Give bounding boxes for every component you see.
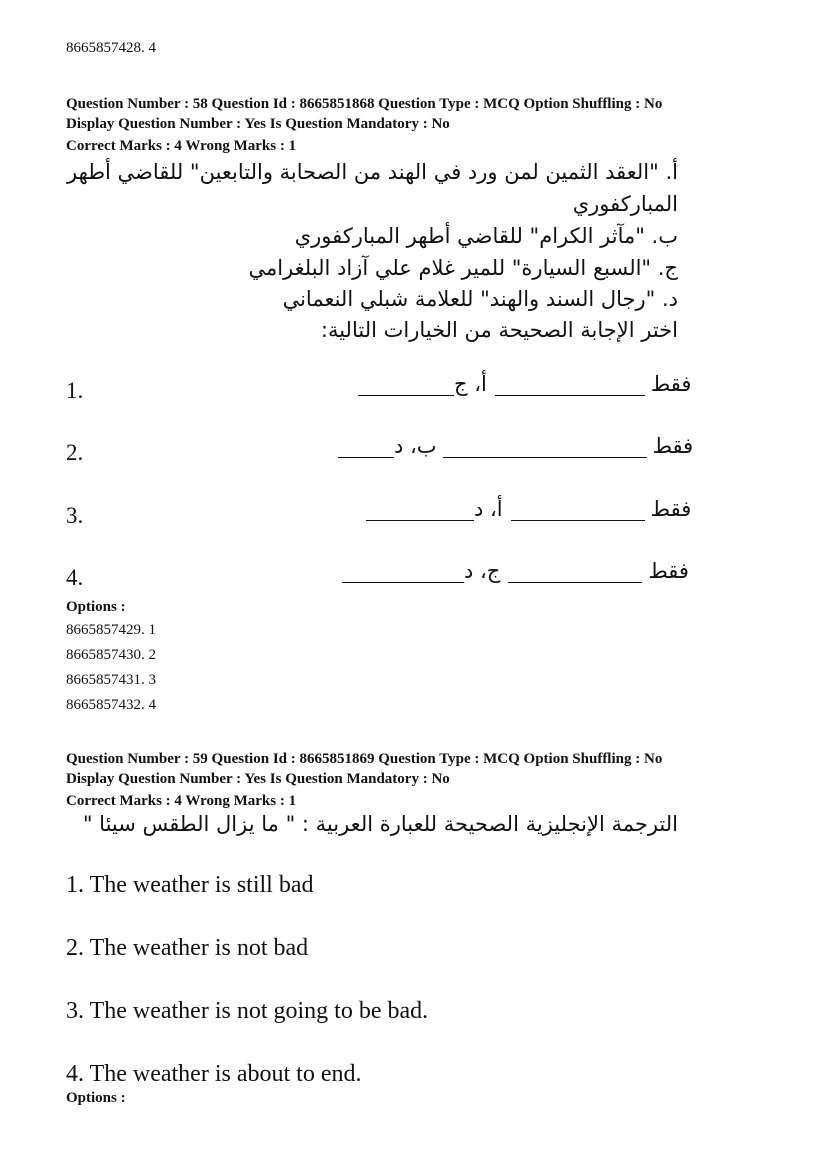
- answer-blank: [342, 560, 464, 583]
- q58-statement-b: ب. "مآثر الكرام" للقاضي أطهر المباركفوري: [294, 224, 678, 248]
- q58-statement-c: ج. "السبع السيارة" للمير غلام علي آزاد البلغرامي: [248, 256, 678, 280]
- choice-only-word: فقط: [650, 497, 692, 521]
- q58-option-id-4: 8665857432. 4: [66, 697, 156, 713]
- answer-blank: [366, 498, 474, 521]
- answer-blank: [511, 498, 645, 521]
- answer-blank: [495, 373, 645, 396]
- choice-number: 2.: [66, 440, 84, 465]
- q58-statement-a-cont: المباركفوري: [572, 192, 678, 216]
- choice-pair: أ، ج: [454, 372, 487, 396]
- previous-option-id: 8665857428. 4: [66, 40, 156, 56]
- q58-marks: Correct Marks : 4 Wrong Marks : 1: [66, 138, 297, 154]
- choice-only-word: فقط: [650, 372, 692, 396]
- answer-blank: [443, 435, 647, 458]
- q58-options-label: Options :: [66, 599, 126, 615]
- choice-pair: أ، د: [474, 497, 503, 521]
- q58-option-id-1: 8665857429. 1: [66, 622, 156, 638]
- answer-blank: [358, 373, 454, 396]
- q59-prompt: الترجمة الإنجليزية الصحيحة للعبارة العربية : " ما يزال الطقس سيئا ": [82, 812, 678, 836]
- q59-choice-4[interactable]: 4. The weather is about to end.: [66, 1061, 362, 1087]
- q58-option-id-2: 8665857430. 2: [66, 647, 156, 663]
- q59-meta-line2: Display Question Number : Yes Is Question Mandatory : No: [66, 771, 450, 787]
- q58-statement-a: أ. "العقد الثمين لمن ورد في الهند من الصحابة والتابعين" للقاضي أطهر: [67, 160, 678, 184]
- answer-blank: [508, 560, 642, 583]
- q59-choice-1[interactable]: 1. The weather is still bad: [66, 872, 314, 898]
- choice-only-word: فقط: [652, 434, 694, 458]
- q59-meta-line1: Question Number : 59 Question Id : 8665851869 Question Type : MCQ Option Shuffling : No: [66, 751, 663, 767]
- q58-statement-d: د. "رجال السند والهند" للعلامة شبلي النعماني: [282, 287, 678, 311]
- choice-only-word: فقط: [648, 559, 689, 583]
- q59-options-label: Options :: [66, 1090, 126, 1106]
- choice-number: 3.: [66, 503, 84, 528]
- q58-meta-line1: Question Number : 58 Question Id : 8665851868 Question Type : MCQ Option Shuffling : No: [66, 96, 663, 112]
- q59-choice-3[interactable]: 3. The weather is not going to be bad.: [66, 998, 429, 1024]
- q58-instruction: اختر الإجابة الصحيحة من الخيارات التالية:: [320, 318, 678, 342]
- choice-number: 1.: [66, 378, 84, 403]
- q58-meta-line2: Display Question Number : Yes Is Question Mandatory : No: [66, 116, 450, 132]
- q59-marks: Correct Marks : 4 Wrong Marks : 1: [66, 793, 297, 809]
- choice-pair: ج، د: [464, 559, 501, 583]
- q58-option-id-3: 8665857431. 3: [66, 672, 156, 688]
- q59-choice-2[interactable]: 2. The weather is not bad: [66, 935, 309, 961]
- answer-blank: [338, 435, 394, 458]
- choice-pair: ب، د: [394, 434, 437, 458]
- choice-number: 4.: [66, 565, 84, 590]
